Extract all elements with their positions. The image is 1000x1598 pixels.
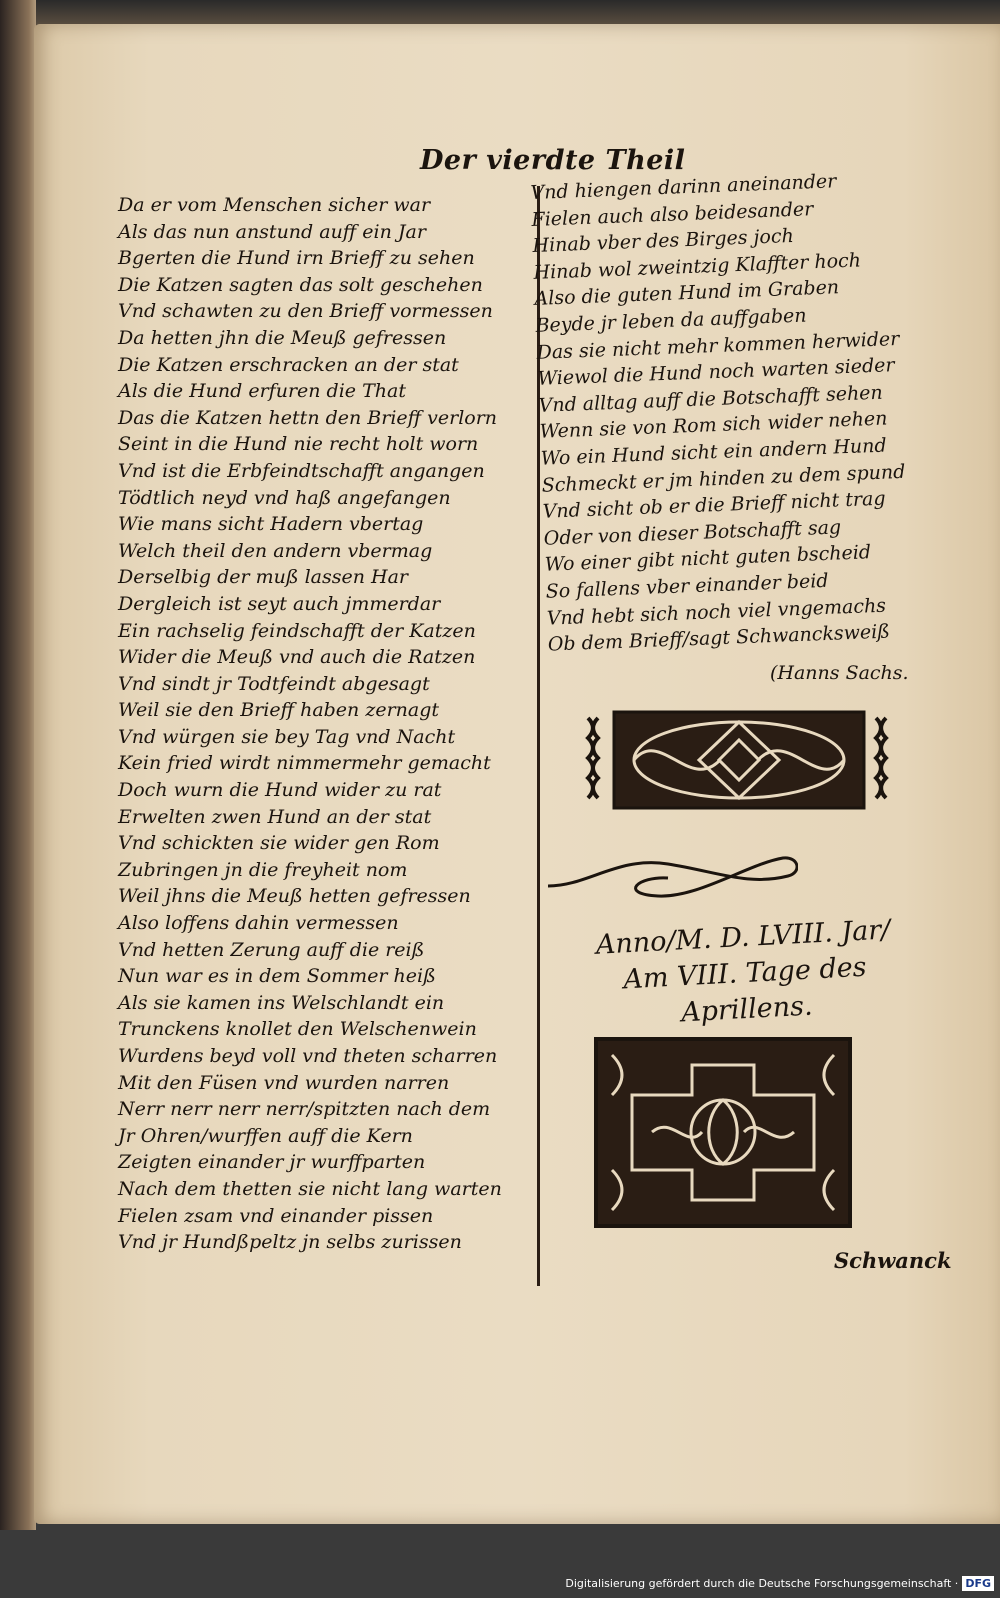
verse-line: Das sie nicht mehr kommen herwider xyxy=(536,327,900,364)
verse-line: Nun war es in dem Sommer heiß xyxy=(118,965,436,988)
verse-line: Vnd sicht ob er die Brieff nicht trag xyxy=(542,487,886,523)
verse-line: Also die guten Hund im Graben xyxy=(534,276,840,311)
verse-line: Also loffens dahin vermessen xyxy=(118,912,399,935)
dfg-logo: DFG xyxy=(962,1576,994,1591)
verse-line: Vnd schawten zu den Brieff vormessen xyxy=(118,300,493,323)
footer-text: Digitalisierung gefördert durch die Deutsche Forschungsgemeinschaft · xyxy=(565,1576,959,1590)
verse-line: Vnd sindt jr Todtfeindt abgesagt xyxy=(118,672,430,695)
printers-ornament-top xyxy=(580,708,900,812)
verse-line: Wider die Meuß vnd auch die Ratzen xyxy=(118,646,476,669)
verse-line: Fielen zsam vnd einander pissen xyxy=(118,1204,434,1227)
verse-line: Vnd hiengen darinn aneinander xyxy=(530,170,837,204)
verse-line: Jr Ohren/wurffen auff die Kern xyxy=(118,1124,413,1147)
verse-line: Vnd hebt sich noch viel vngemachs xyxy=(546,594,887,630)
verse-line: Als die Hund erfuren die That xyxy=(118,380,406,403)
verse-line: Fielen auch also beidesander xyxy=(531,197,814,231)
printers-ornament-bottom xyxy=(592,1035,854,1230)
verse-line: Wurdens beyd voll vnd theten scharren xyxy=(118,1045,498,1067)
footer-credit xyxy=(565,1572,994,1594)
verse-line: Vnd alltag auff die Botschafft sehen xyxy=(538,381,884,417)
verse-line: Schmeckt er jm hinden zu dem spund xyxy=(541,460,906,497)
left-verse-column xyxy=(118,192,502,1256)
colophon-line: Aprillens. xyxy=(680,990,814,1029)
verse-line: Wo ein Hund sicht ein andern Hund xyxy=(540,434,887,470)
page-title: Der vierdte Theil xyxy=(420,145,686,176)
verse-line: Vnd hetten Zerung auff die reiß xyxy=(118,938,425,961)
verse-line: Weil sie den Brieff haben zernagt xyxy=(118,699,440,722)
verse-line: Bgerten die Hund irn Brieff zu sehen xyxy=(118,247,475,270)
verse-line: Vnd jr Hundßpeltz jn selbs zurissen xyxy=(118,1231,462,1254)
verse-line: Welch theil den andern vbermag xyxy=(118,539,433,562)
verse-line: Als sie kamen ins Welschlandt ein xyxy=(118,991,445,1014)
verse-line: Da hetten jhn die Meuß gefressen xyxy=(118,326,447,349)
verse-line: Tödtlich neyd vnd haß angefangen xyxy=(118,486,451,509)
verse-line: Vnd würgen sie bey Tag vnd Nacht xyxy=(118,725,456,748)
verse-line: Kein fried wirdt nimmermehr gemacht xyxy=(118,752,491,775)
verse-line: Derselbig der muß lassen Har xyxy=(118,566,408,589)
verse-line: Hinab vber des Birges joch xyxy=(532,225,795,258)
verse-line: So fallens vber einander beid xyxy=(545,569,829,603)
verse-line: Dergleich ist seyt auch jmmerdar xyxy=(118,592,441,615)
verse-line: Oder von dieser Botschafft sag xyxy=(543,516,842,550)
colophon xyxy=(577,911,912,1036)
verse-line: Die Katzen erschracken an der stat xyxy=(118,353,459,376)
verse-line: Nerr nerr nerr nerr/spitzten nach dem xyxy=(118,1098,491,1121)
flourish-ornament xyxy=(548,846,798,906)
verse-line: Wie mans sicht Hadern vbertag xyxy=(118,513,424,536)
verse-line: Ob dem Brieff/sagt Schwancksweiß xyxy=(547,620,891,656)
colophon-line: Am VIII. Tage des xyxy=(622,951,868,996)
verse-line: Vnd schickten sie wider gen Rom xyxy=(118,832,440,855)
book-spine-edge xyxy=(0,0,36,1530)
verse-line: Nach dem thetten sie nicht lang warten xyxy=(118,1177,502,1200)
verse-line: Mit den Füsen vnd wurden narren xyxy=(118,1071,450,1094)
verse-line: Wiewol die Hund noch warten sieder xyxy=(537,354,895,391)
verse-line: Wenn sie von Rom sich wider nehen xyxy=(539,407,888,444)
catchword: Schwanck xyxy=(834,1248,952,1273)
verse-line: Zubringen jn die freyheit nom xyxy=(118,858,408,881)
verse-line: Erwelten zwen Hund an der stat xyxy=(118,805,432,828)
verse-line: Weil jhns die Meuß hetten gefressen xyxy=(118,885,471,908)
verse-line: Das die Katzen hettn den Brieff verlorn xyxy=(118,406,498,429)
author-signature: (Hanns Sachs. xyxy=(770,662,909,684)
verse-line: Doch wurn die Hund wider zu rat xyxy=(118,779,442,802)
right-verse-column xyxy=(530,166,912,658)
verse-line: Ein rachselig feindschafft der Katzen xyxy=(118,619,476,642)
verse-line: Hinab wol zweintzig Klaffter hoch xyxy=(533,249,862,284)
verse-line: Als das nun anstund auff ein Jar xyxy=(118,220,426,243)
verse-line: Trunckens knollet den Welschenwein xyxy=(118,1018,477,1041)
colophon-line: Anno/M. D. LVIII. Jar/ xyxy=(595,914,891,961)
verse-line: Die Katzen sagten das solt geschehen xyxy=(118,273,483,296)
verse-line: Beyde jr leben da auffgaben xyxy=(535,304,807,337)
verse-line: Da er vom Menschen sicher war xyxy=(118,194,431,216)
verse-line: Seint in die Hund nie recht holt worn xyxy=(118,433,479,456)
verse-line: Zeigten einander jr wurffparten xyxy=(118,1151,426,1174)
verse-line: Wo einer gibt nicht guten bscheid xyxy=(544,541,872,577)
verse-line: Vnd ist die Erbfeindtschafft angangen xyxy=(118,459,485,482)
